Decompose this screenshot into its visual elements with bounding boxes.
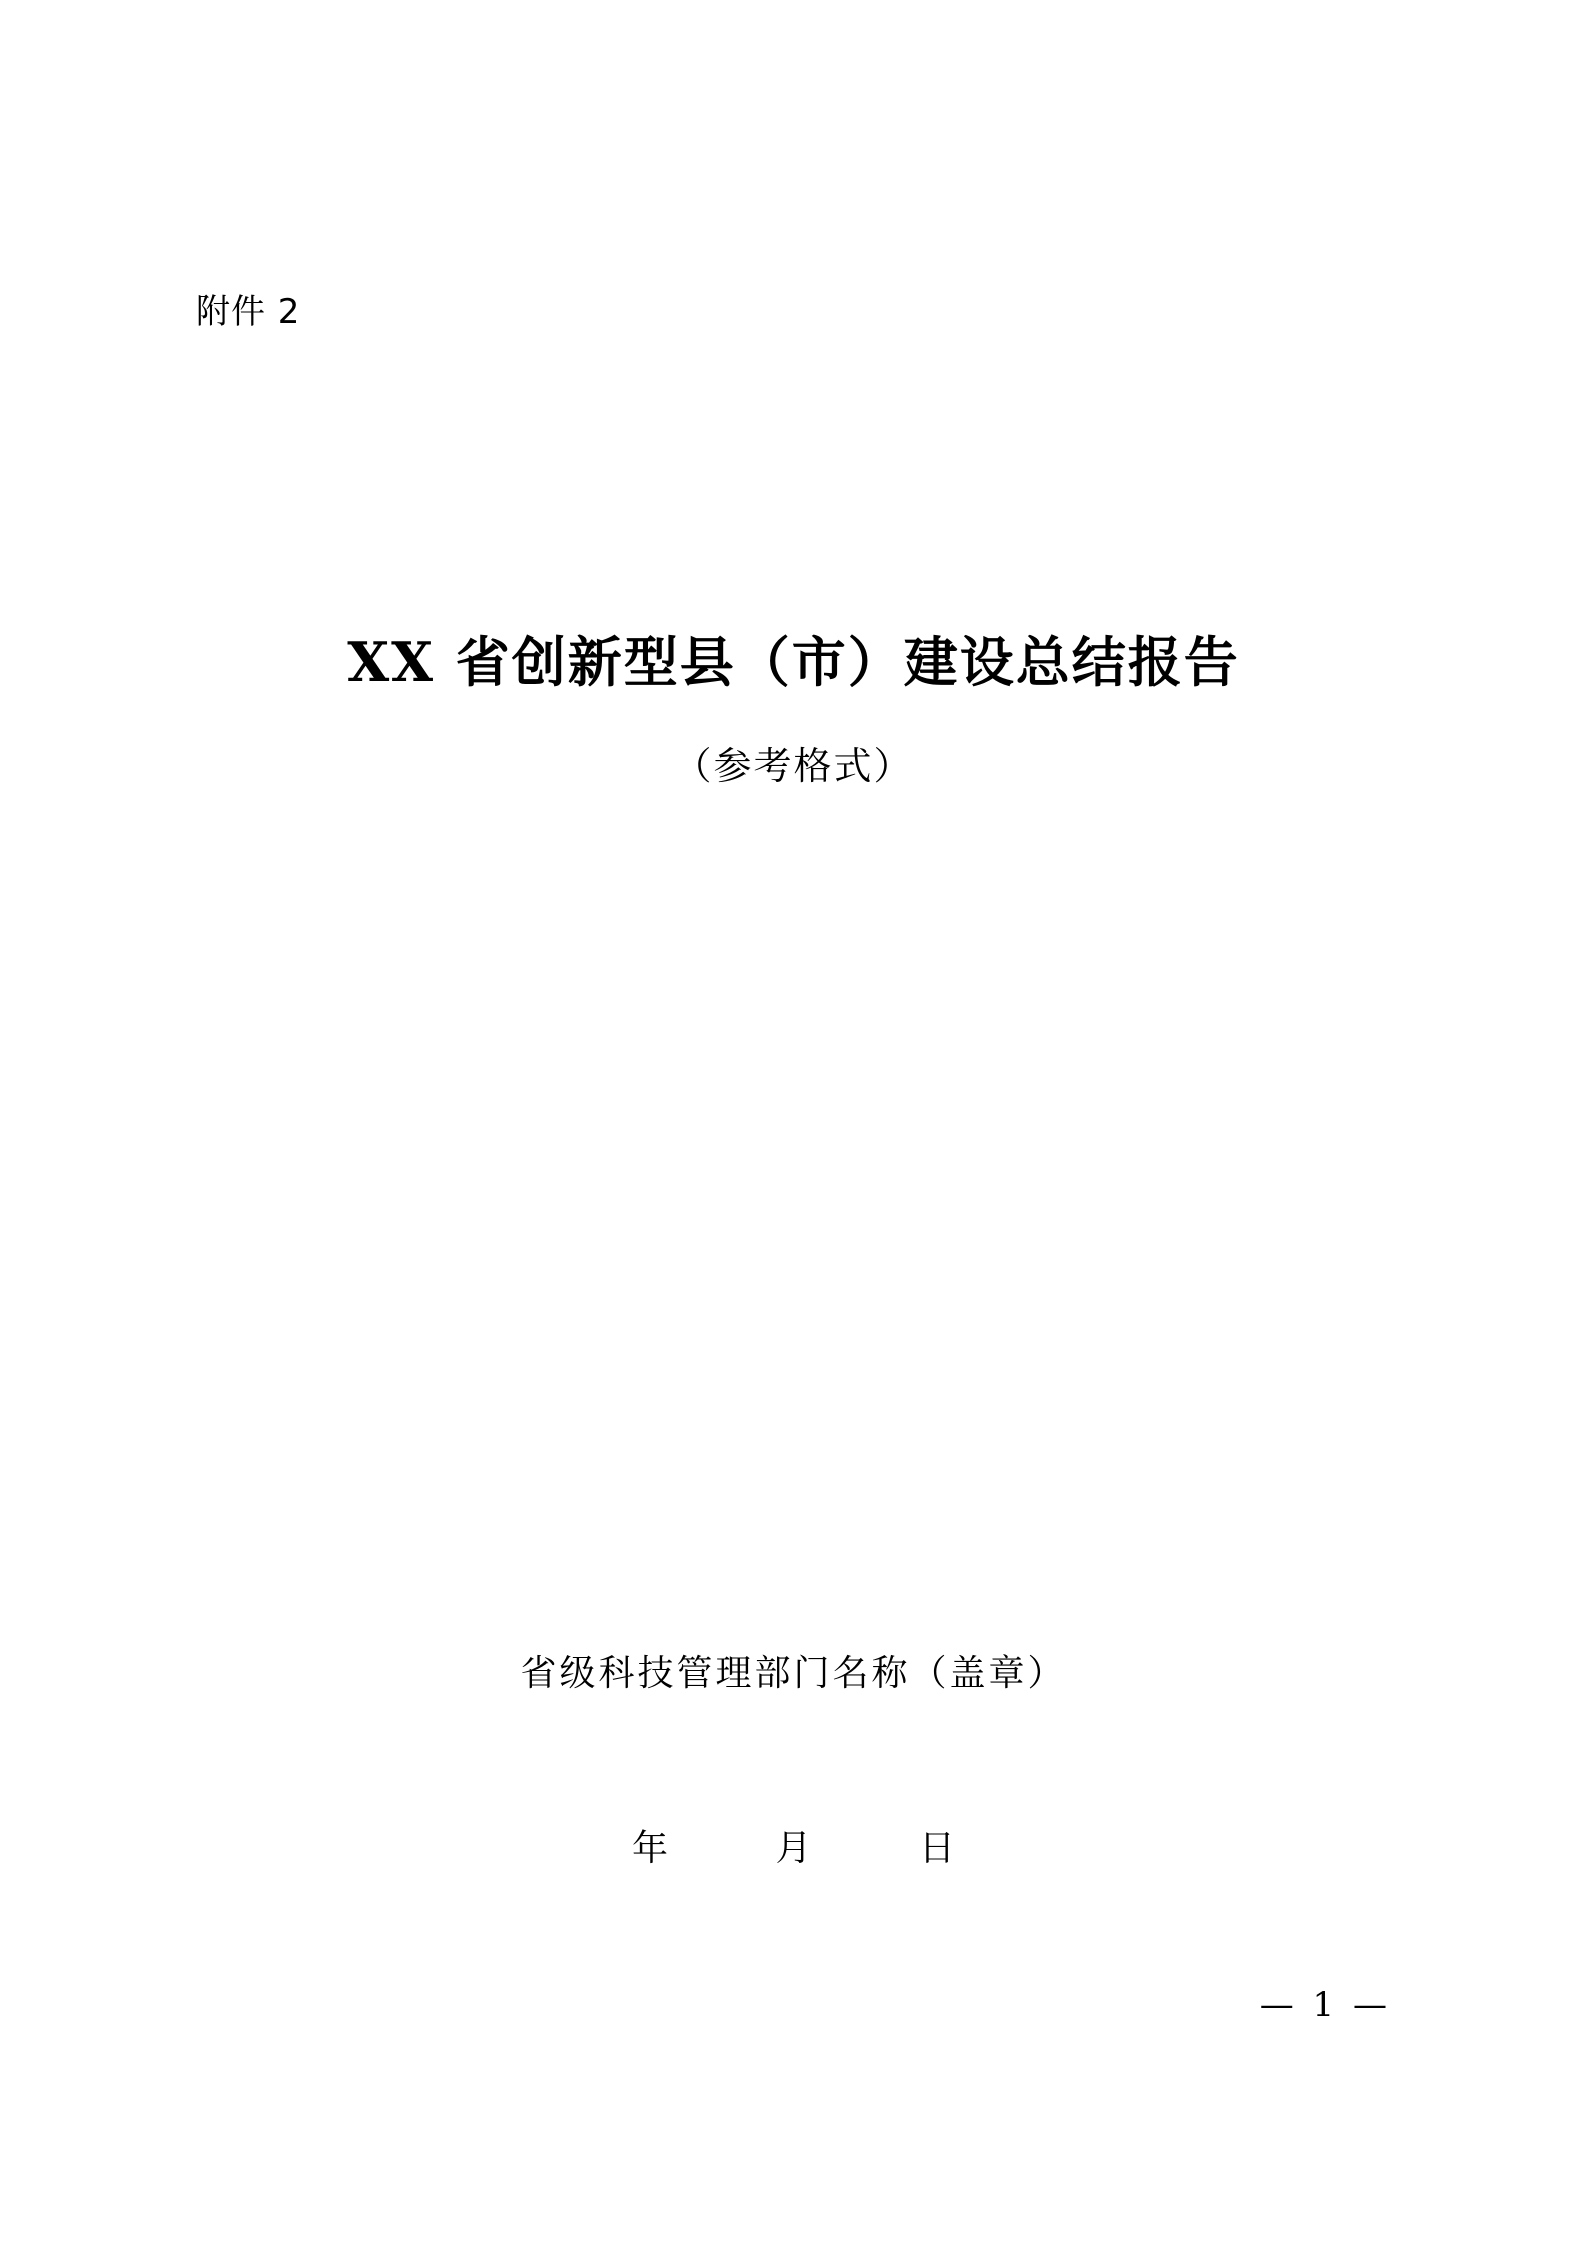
date-line — [0, 1820, 1587, 1871]
date-year-label: 年 — [632, 1828, 669, 1869]
page-number: — 1 — — [1259, 1985, 1391, 2025]
attachment-label: 附件 2 — [196, 292, 301, 332]
date-day-label: 日 — [918, 1828, 955, 1869]
document-subtitle: （参考格式） — [673, 744, 914, 788]
issuing-authority-line: 省级科技管理部门名称（盖章） — [520, 1653, 1067, 1694]
date-month-label: 月 — [775, 1828, 812, 1869]
page-title: XX 省创新型县（市）建设总结报告 — [347, 630, 1240, 694]
